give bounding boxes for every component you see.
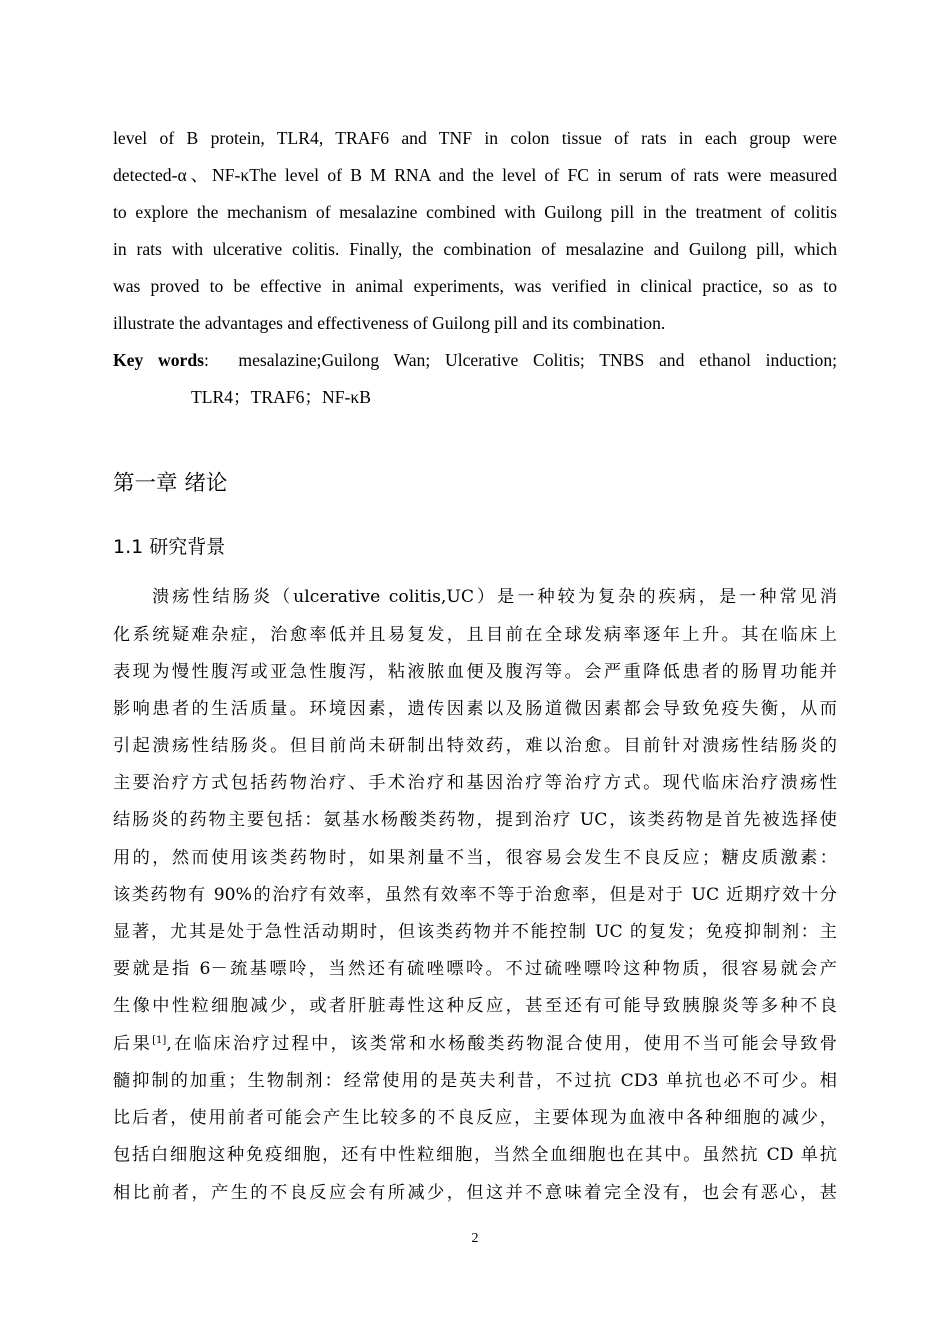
body-line-5: 引起溃疡性结肠炎。但目前尚未研制出特效药，难以治愈。目前针对溃疡性结肠炎的	[113, 736, 837, 756]
body-line-7: 结肠炎的药物主要包括：氨基水杨酸类药物，提到治疗 UC，该类药物是首先被选择使	[113, 810, 837, 830]
body-line-13	[113, 1031, 837, 1057]
body-line-10: 显著，尤其是处于急性活动期时，但该类药物并不能控制 UC 的复发；免疫抑制剂：主	[113, 922, 837, 942]
body-line-4: 影响患者的生活质量。环境因素，遗传因素以及肠道微因素都会导致免疫失衡，从而	[113, 699, 837, 719]
body-line-17: 相比前者，产生的不良反应会有所减少，但这并不意味着完全没有，也会有恶心，甚	[113, 1183, 837, 1203]
body-line-13-end: ,在临床治疗过程中，该类常和水杨酸类药物混合使用，使用不当可能会导致骨	[166, 1034, 837, 1054]
body-line-9: 该类药物有 90%的治疗有效率，虽然有效率不等于治愈率，但是对于 UC 近期疗效十分	[113, 885, 837, 905]
body-line-15: 比后者，使用前者可能会产生比较多的不良反应，主要体现为血液中各种细胞的减少，	[113, 1108, 837, 1128]
page-number: 2	[471, 1231, 479, 1246]
body-line-8: 用的，然而使用该类药物时，如果剂量不当，很容易会发生不良反应；糖皮质激素：	[113, 848, 837, 868]
keywords-colon: :	[204, 350, 209, 370]
body-line-12: 生像中性粒细胞减少，或者肝脏毒性这种反应，甚至还有可能导致胰腺炎等多种不良	[113, 996, 837, 1016]
body-line-16: 包括白细胞这种免疫细胞，还有中性粒细胞，当然全血细胞也在其中。虽然抗 CD 单抗	[113, 1145, 837, 1165]
section-title: 1.1 研究背景	[113, 536, 226, 558]
abstract-line-3: to explore the mechanism of mesalazine combined with Guilong pill in the treatment of colitis	[113, 202, 837, 222]
body-line-6: 主要治疗方式包括药物治疗、手术治疗和基因治疗等治疗方式。现代临床治疗溃疡性	[113, 773, 837, 793]
body-line-1: 溃疡性结肠炎（ulcerative colitis,UC）是一种较为复杂的疾病，是一种常见消	[152, 587, 837, 607]
abstract-line-6: illustrate the advantages and effectiveness of Guilong pill and its combination.	[113, 313, 666, 333]
body-line-3: 表现为慢性腹泻或亚急性腹泻，粘液脓血便及腹泻等。会严重降低患者的肠胃功能并	[113, 662, 837, 682]
abstract-line-2: detected-α、NF-κThe level of B M RNA and the level of FC in serum of rats were measured	[113, 165, 837, 185]
abstract-line-4: in rats with ulcerative colitis. Finally, the combination of mesalazine and Guilong pill, which	[113, 239, 837, 259]
keywords-line-1	[113, 348, 837, 372]
body-line-13-start: 后果	[113, 1034, 153, 1054]
chapter-title: 第一章 绪论	[113, 471, 228, 496]
keywords-line-2: TLR4；TRAF6；NF-κB	[191, 387, 371, 407]
abstract-line-5: was proved to be effective in animal experiments, was verified in clinical practice, so as to	[113, 276, 837, 296]
keywords-text: mesalazine;Guilong Wan; Ulcerative Colitis; TNBS and ethanol induction;	[238, 350, 838, 370]
keywords-label: Key words	[113, 350, 204, 370]
citation-ref: [1]	[152, 1035, 167, 1046]
body-line-11: 要就是指 6－巯基嘌呤，当然还有硫唑嘌呤。不过硫唑嘌呤这种物质，很容易就会产	[113, 959, 837, 979]
body-line-2: 化系统疑难杂症，治愈率低并且易复发，且目前在全球发病率逐年上升。其在临床上	[113, 625, 837, 645]
body-line-14: 髓抑制的加重；生物制剂：经常使用的是英夫利昔，不过抗 CD3 单抗也必不可少。相	[113, 1071, 837, 1091]
abstract-line-1: level of B protein, TLR4, TRAF6 and TNF in colon tissue of rats in each group were	[113, 128, 837, 148]
